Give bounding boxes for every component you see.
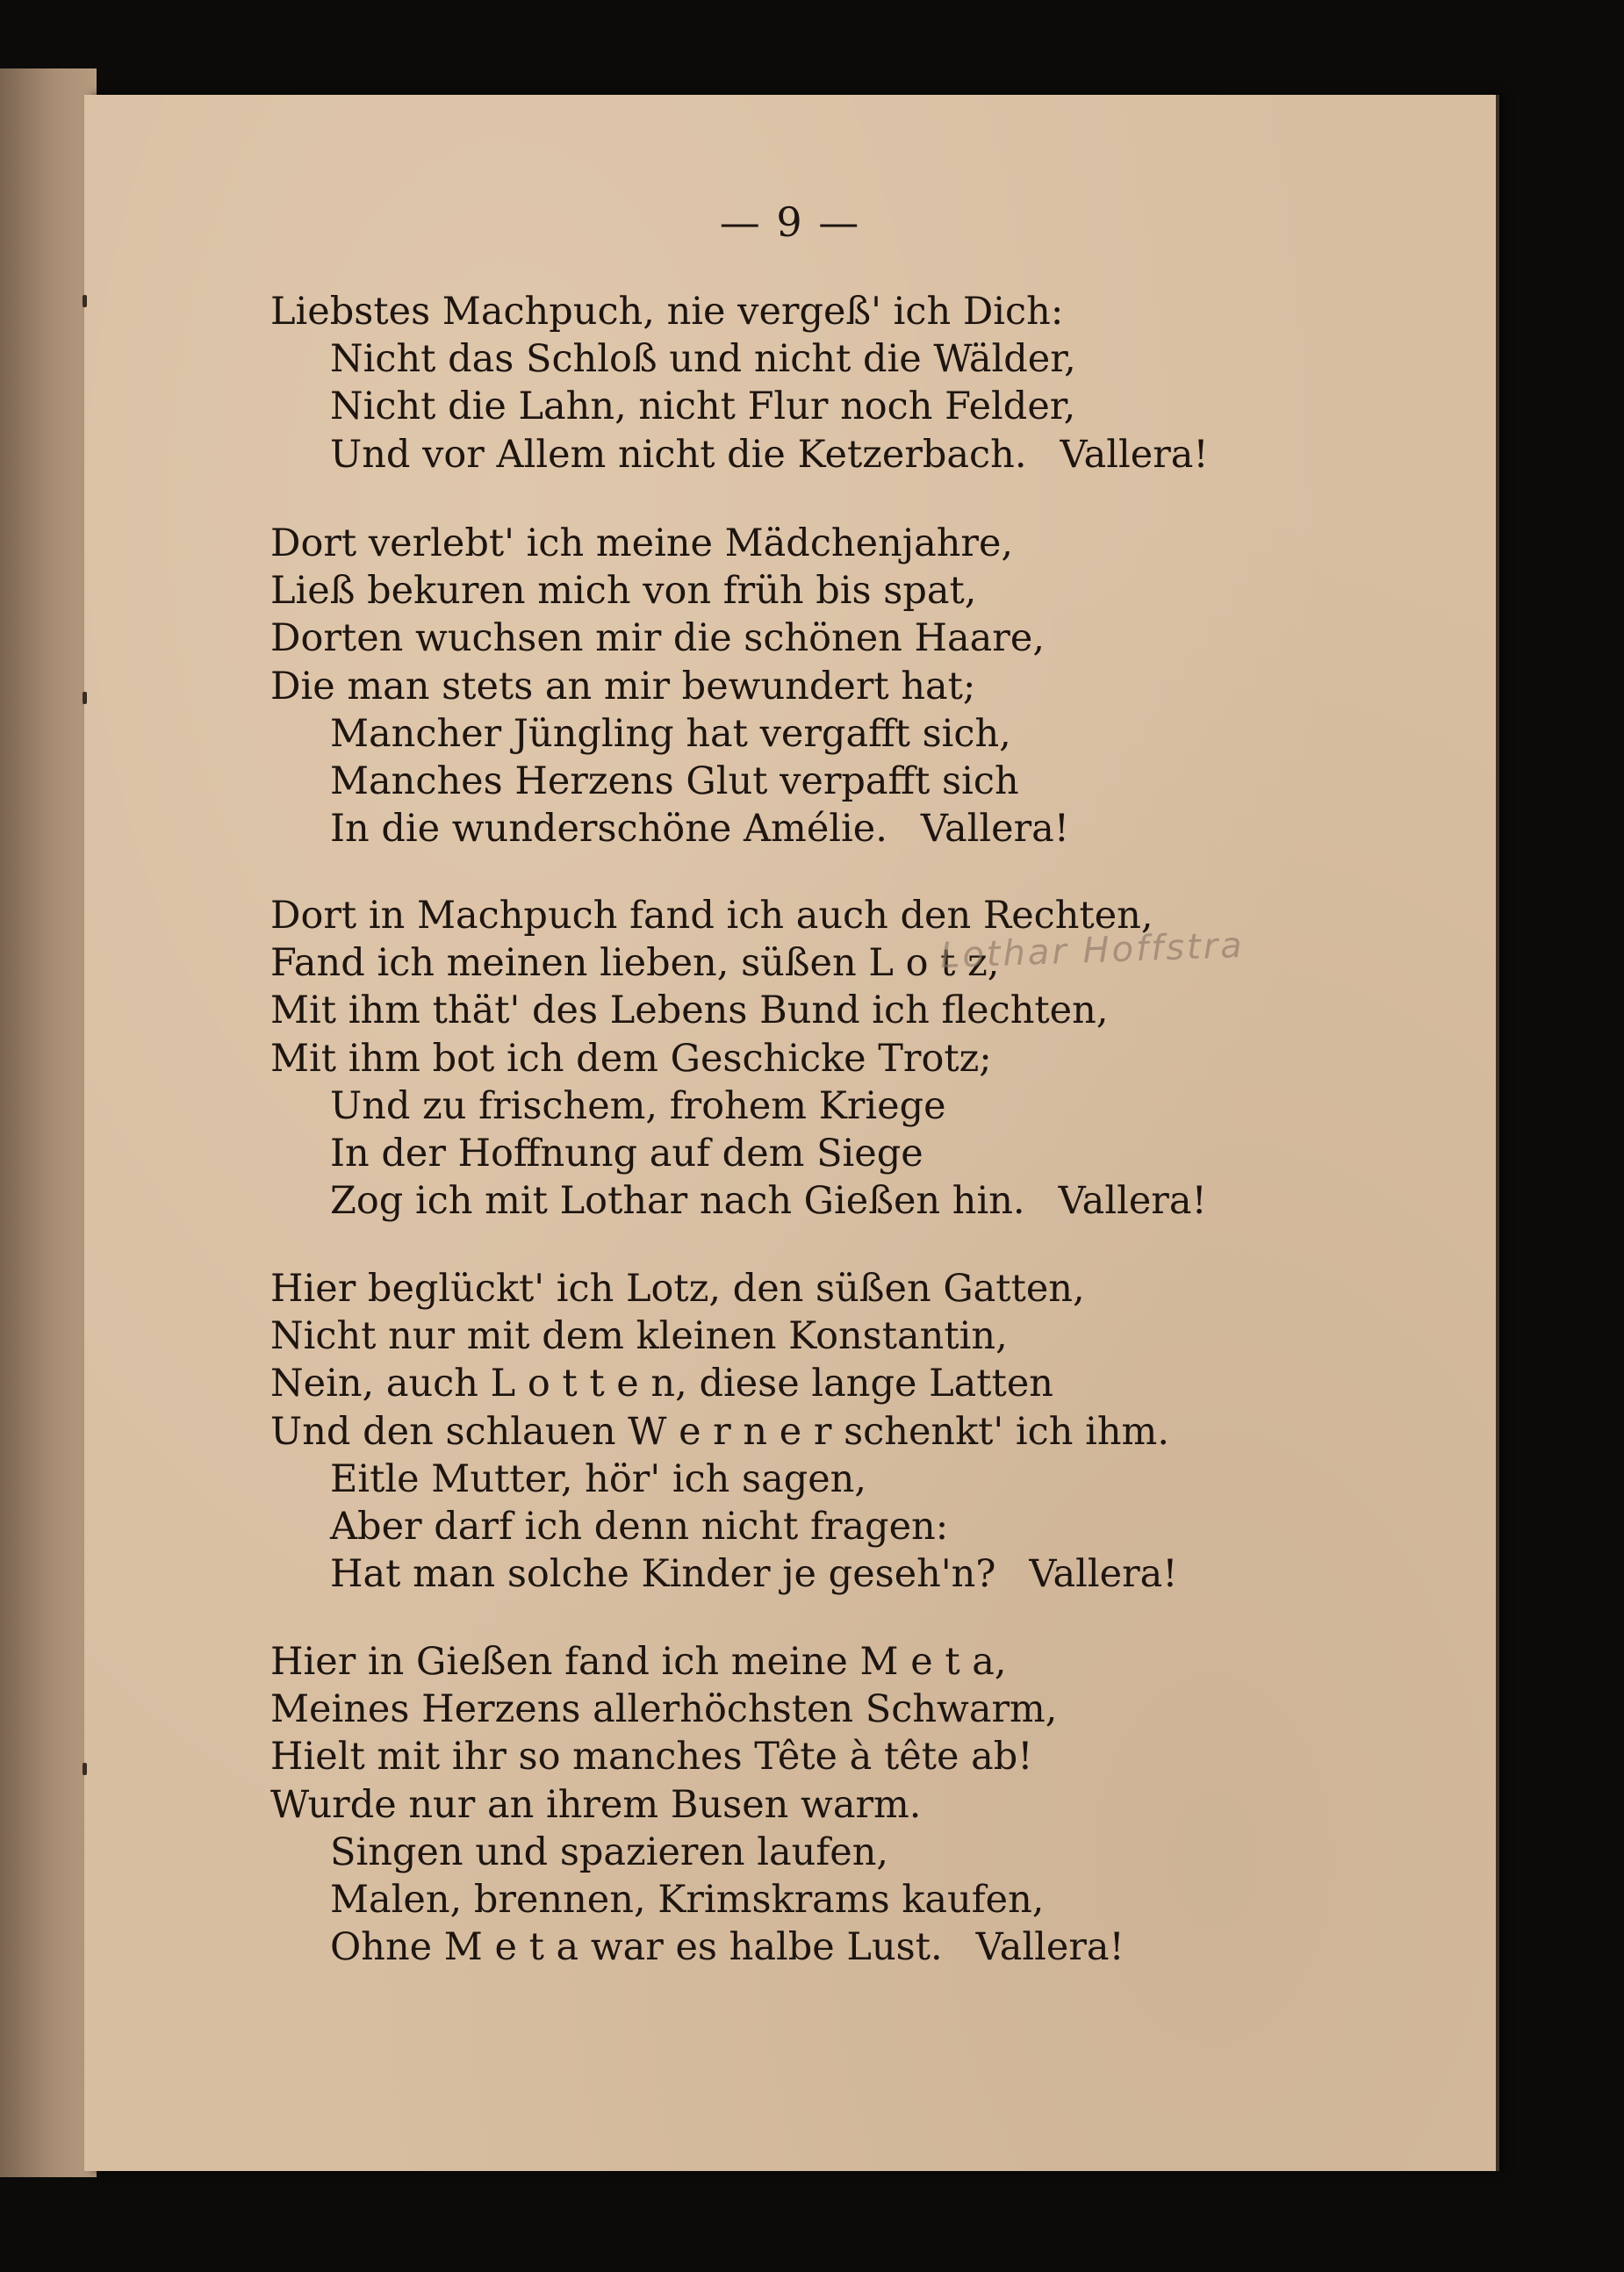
refrain: Vallera! (1058, 1179, 1207, 1224)
verse-line: Mancher Jüngling hat vergafft sich, (330, 711, 1011, 756)
verse-line: In die wunderschöne Amélie. Vallera! (330, 807, 1070, 852)
stanza-5 (270, 1638, 1125, 1971)
verse-line: Nicht das Schloß und nicht die Wälder, (330, 337, 1076, 382)
verse-line: Aber darf ich denn nicht fragen: (330, 1504, 949, 1549)
verse-line: Und vor Allem nicht die Ketzerbach. Vallera! (330, 432, 1209, 477)
verse-line: Meines Herzens allerhöchsten Schwarm, (270, 1687, 1058, 1732)
refrain: Vallera! (1029, 1552, 1178, 1597)
facing-page-edge (0, 68, 97, 2177)
stanza-1 (270, 288, 1209, 478)
verse-line: Hier in Gießen fand ich meine M e t a, (270, 1640, 1007, 1684)
book-page (84, 95, 1496, 2171)
verse-line: Fand ich meinen lieben, süßen L o t z, (270, 941, 1000, 986)
verse-line: Dort verlebt' ich meine Mädchenjahre, (270, 521, 1014, 565)
verse-line: Manches Herzens Glut verpafft sich (330, 759, 1019, 803)
handwritten-annotation: Lothar Hoffstra (939, 924, 1246, 977)
verse-line: Mit ihm thät' des Lebens Bund ich flechten, (270, 989, 1109, 1033)
stanza-4 (270, 1265, 1178, 1598)
margin-mark (83, 1763, 87, 1775)
stanza-2 (270, 520, 1069, 852)
margin-mark (83, 295, 87, 307)
verse-line: Zog ich mit Lothar nach Gießen hin. Vallera! (330, 1179, 1207, 1224)
refrain: Vallera! (1060, 432, 1209, 477)
verse-line: Nein, auch L o t t e n, diese lange Latten (270, 1362, 1053, 1406)
verse-line: Dorten wuchsen mir die schönen Haare, (270, 616, 1045, 661)
verse-line: Mit ihm bot ich dem Geschicke Trotz; (270, 1036, 992, 1081)
refrain: Vallera! (920, 807, 1070, 852)
margin-mark (83, 692, 87, 704)
verse-line: Hier beglückt' ich Lotz, den süßen Gatten, (270, 1267, 1085, 1311)
verse-line: Ohne M e t a war es halbe Lust. Vallera! (330, 1925, 1125, 1970)
verse-line: Wurde nur an ihrem Busen warm. (270, 1782, 922, 1827)
verse-line: Hat man solche Kinder je geseh'n? Vallera! (330, 1552, 1178, 1597)
verse-line: Eitle Mutter, hör' ich sagen, (330, 1456, 867, 1501)
verse-line: Liebstes Machpuch, nie vergeß' ich Dich: (270, 290, 1064, 334)
verse-line: Ließ bekuren mich von früh bis spat, (270, 569, 977, 614)
verse-line: Und den schlauen W e r n e r schenkt' ich ihm. (270, 1409, 1170, 1454)
verse-line: Malen, brennen, Krimskrams kaufen, (330, 1877, 1045, 1922)
verse-line: Singen und spazieren laufen, (330, 1830, 889, 1874)
verse-line: Die man stets an mir bewundert hat; (270, 664, 976, 708)
verse-line: Nicht die Lahn, nicht Flur noch Felder, (330, 385, 1076, 429)
verse-line: Und zu frischem, frohem Kriege (330, 1083, 946, 1128)
refrain: Vallera! (975, 1925, 1125, 1970)
verse-line: Nicht nur mit dem kleinen Konstantin, (270, 1314, 1008, 1359)
verse-line: Dort in Machpuch fand ich auch den Rechten, (270, 894, 1153, 938)
page-number: — 9 — (719, 198, 861, 246)
verse-line: In der Hoffnung auf dem Siege (330, 1131, 923, 1176)
verse-line: Hielt mit ihr so manches Tête à tête ab! (270, 1735, 1033, 1779)
